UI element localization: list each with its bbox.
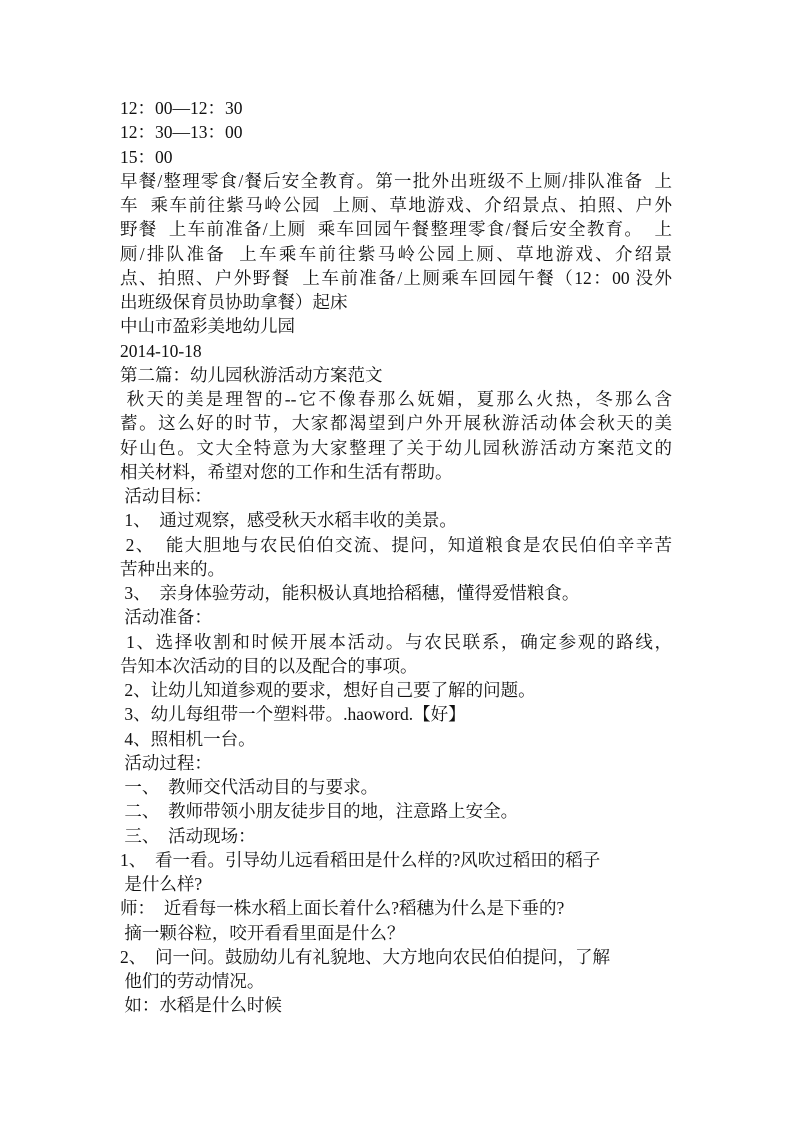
goals-item-line: 3、 亲身体验劳动，能积极认真地拾稻穗，懂得爱惜粮食。 [120, 583, 580, 603]
goals-heading: 活动目标： [120, 486, 212, 506]
process-item-line: 1、 看一看。引导幼儿远看稻田是什么样的?风吹过稻田的稻子 [120, 849, 601, 870]
goals-item-line: 2、 能大胆地与农民伯伯交流、提问，知道粮食是农民伯伯辛辛苦 [120, 534, 673, 555]
signature-block [120, 314, 674, 363]
intro-paragraph-line: 蓄。这么好的时节，大家都渴望到户外开展秋游活动体会秋天的美 [120, 413, 672, 434]
article-section [120, 363, 674, 1018]
organization-name: 中山市盈彩美地幼儿园 [120, 316, 295, 337]
preparation-item-line: 3、幼儿每组带一个塑料带。.haoword.【好】 [120, 704, 466, 725]
preparation-item-line: 1、选择收割和时候开展本活动。与农民联系，确定参观的路线， [120, 631, 672, 652]
schedule-description-line: 早餐/整理零食/餐后安全教育。第一批外出班级不上厕/排队准备 上 [120, 170, 672, 191]
schedule-time-3: 15：00 [120, 146, 173, 167]
process-item-line: 师： 近看每一株水稻上面长着什么?稻穗为什么是下垂的? [120, 898, 565, 919]
intro-paragraph-line: 相关材料，希望对您的工作和生活有帮助。 [120, 461, 453, 482]
preparation-item-line: 告知本次活动的目的以及配合的事项。 [120, 655, 418, 676]
document-body [120, 96, 674, 1018]
process-item-line: 三、 活动现场： [120, 825, 256, 846]
preparation-item-line: 2、让幼儿知道参观的要求，想好自己要了解的问题。 [120, 680, 536, 700]
process-item-line: 是什么样? [120, 874, 203, 894]
process-item-line: 二、 教师带领小朋友徒步目的地，注意路上安全。 [120, 801, 519, 822]
process-heading: 活动过程： [120, 752, 212, 773]
preparation-item-line: 4、照相机一台。 [120, 728, 256, 749]
process-item-line: 如：水稻是什么时候 [120, 995, 282, 1016]
process-item-line: 2、 问一问。鼓励幼儿有礼貌地、大方地向农民伯伯提问，了解 [120, 946, 610, 967]
preparation-heading: 活动准备： [120, 607, 212, 628]
schedule-time-1: 12：00—12：30 [120, 98, 243, 118]
schedule-description-line: 野餐 上车前准备/上厕 乘车回园午餐整理零食/餐后安全教育。 上 [120, 219, 672, 240]
process-item-line: 一、 教师交代活动目的与要求。 [120, 777, 379, 797]
intro-paragraph-line: 好山色。文大全特意为大家整理了关于幼儿园秋游活动方案范文的 [120, 437, 672, 458]
schedule-description-line: 车 乘车前往紫马岭公园 上厕、草地游戏、介绍景点、拍照、户外 [120, 195, 672, 215]
document-date: 2014-10-18 [120, 340, 202, 361]
intro-paragraph-line: 秋天的美是理智的--它不像春那么妩媚，夏那么火热，冬那么含 [120, 389, 673, 409]
article-title: 第二篇：幼儿园秋游活动方案范文 [120, 364, 383, 385]
schedule-description-line: 点、拍照、户外野餐 上车前准备/上厕乘车回园午餐（12：00 没外 [120, 267, 672, 288]
goals-item-line: 1、 通过观察，感受秋天水稻丰收的美景。 [120, 510, 457, 531]
process-item-line: 他们的劳动情况。 [120, 971, 265, 991]
schedule-description-line: 厕/排队准备 上车乘车前往紫马岭公园上厕、草地游戏、介绍景 [120, 243, 672, 264]
schedule-time-2: 12：30—13：00 [120, 122, 243, 143]
schedule-section [120, 96, 674, 314]
process-item-line: 摘一颗谷粒，咬开看看里面是什么？ [120, 922, 405, 943]
schedule-description-line: 出班级保育员协助拿餐）起床 [120, 292, 348, 312]
goals-item-line: 苦种出来的。 [120, 558, 225, 579]
